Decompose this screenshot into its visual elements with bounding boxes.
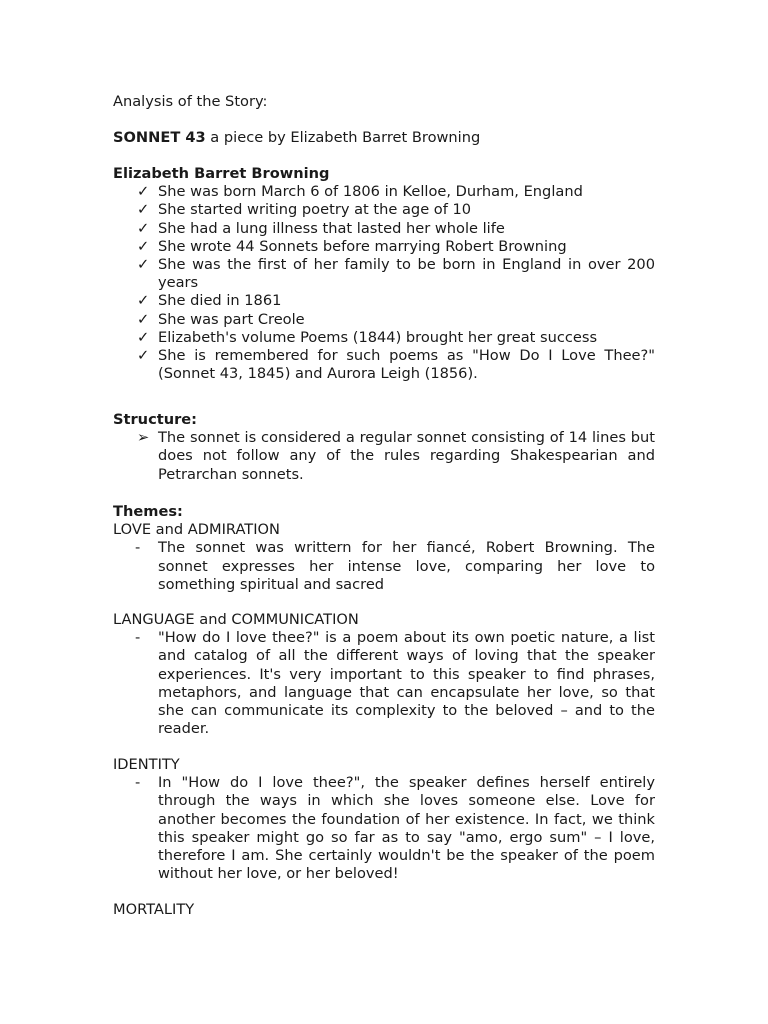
list-item	[113, 201, 655, 219]
list-item	[113, 238, 655, 256]
checkmark-icon: ✓	[137, 237, 150, 255]
list-item-text: The sonnet is considered a regular sonnet consisting of 14 lines but does not follow any of the rules regarding Shakespearian and Petrarchan sonnets.	[158, 429, 655, 483]
list-item	[113, 311, 655, 329]
list-item	[113, 183, 655, 201]
themes-section	[113, 503, 655, 594]
author-section	[113, 165, 655, 383]
structure-list	[113, 429, 655, 484]
list-item-text: She had a lung illness that lasted her whole life	[158, 219, 505, 237]
checkmark-icon: ✓	[137, 183, 150, 201]
list-item-text: She was born March 6 of 1806 in Kelloe, Durham, England	[158, 183, 583, 201]
list-item-text: She is remembered for such poems as "How Do I Love Thee?" (Sonnet 43, 1845) and Aurora Leigh (1856).	[158, 347, 655, 383]
checkmark-icon: ✓	[137, 347, 150, 365]
dash-bullet-icon: -	[135, 629, 141, 647]
theme-identity	[113, 756, 655, 883]
list-item-text: She wrote 44 Sonnets before marrying Robert Browning	[158, 237, 567, 255]
checkmark-icon: ✓	[137, 328, 150, 346]
theme-love-text: The sonnet was writtern for her fiancé, Robert Browning. The sonnet expresses her intense love, comparing her love to something spiritual and sacred	[158, 539, 655, 593]
list-item-text: She started writing poetry at the age of 10	[158, 201, 472, 219]
list-item	[113, 347, 655, 383]
checkmark-icon: ✓	[137, 310, 150, 328]
list-item	[113, 220, 655, 238]
structure-section	[113, 411, 655, 484]
list-item	[113, 429, 655, 484]
theme-love-list	[113, 539, 655, 594]
sonnet-subtitle: a piece by Elizabeth Barret Browning	[205, 129, 481, 146]
checkmark-icon: ✓	[137, 201, 150, 219]
analysis-title: Analysis of the Story:	[113, 93, 268, 110]
list-item	[113, 629, 655, 738]
dash-bullet-icon: -	[135, 774, 141, 792]
list-item	[113, 329, 655, 347]
theme-title-identity: IDENTITY	[113, 756, 180, 773]
structure-heading: Structure:	[113, 411, 198, 428]
theme-identity-text: In "How do I love thee?", the speaker defines herself entirely through the ways in which she loves someone else. Love for another becomes the foundation of her existence. In fact, we think this speaker might go so far as to say "amo, ergo sum" – I love, therefore I am. She certainly wouldn't be the speaker of the poem without her love, or her beloved!	[158, 774, 655, 883]
theme-title-love: LOVE and ADMIRATION	[113, 521, 280, 539]
checkmark-icon: ✓	[137, 292, 150, 310]
list-item-text: She was part Creole	[158, 310, 305, 328]
author-facts-list	[113, 183, 655, 383]
theme-language-text: "How do I love thee?" is a poem about its own poetic nature, a list and catalog of all the different ways of loving that the speaker experiences. It's very important to this speaker to find phrases, metaphors, and language that can encapsulate her love, so that she can communicate its complexity to the beloved – and to the reader.	[158, 629, 655, 738]
list-item	[113, 774, 655, 883]
author-heading: Elizabeth Barret Browning	[113, 165, 330, 182]
list-item	[113, 256, 655, 292]
list-item-text: She was the first of her family to be born in England in over 200 years	[158, 256, 655, 292]
arrow-bullet-icon: ➢	[137, 429, 150, 447]
sonnet-title-line	[113, 129, 655, 147]
sonnet-label: SONNET 43	[113, 129, 206, 146]
list-item-text: She died in 1861	[158, 292, 282, 310]
theme-language-list	[113, 629, 655, 738]
dash-bullet-icon: -	[135, 539, 141, 557]
list-item	[113, 539, 655, 594]
list-item	[113, 292, 655, 310]
theme-language	[113, 611, 655, 738]
theme-title-language: LANGUAGE and COMMUNICATION	[113, 611, 359, 628]
themes-heading: Themes:	[113, 503, 183, 520]
theme-identity-list	[113, 774, 655, 883]
checkmark-icon: ✓	[137, 256, 150, 274]
theme-title-mortality: MORTALITY	[113, 901, 195, 918]
list-item-text: Elizabeth's volume Poems (1844) brought her great success	[158, 328, 598, 346]
checkmark-icon: ✓	[137, 219, 150, 237]
